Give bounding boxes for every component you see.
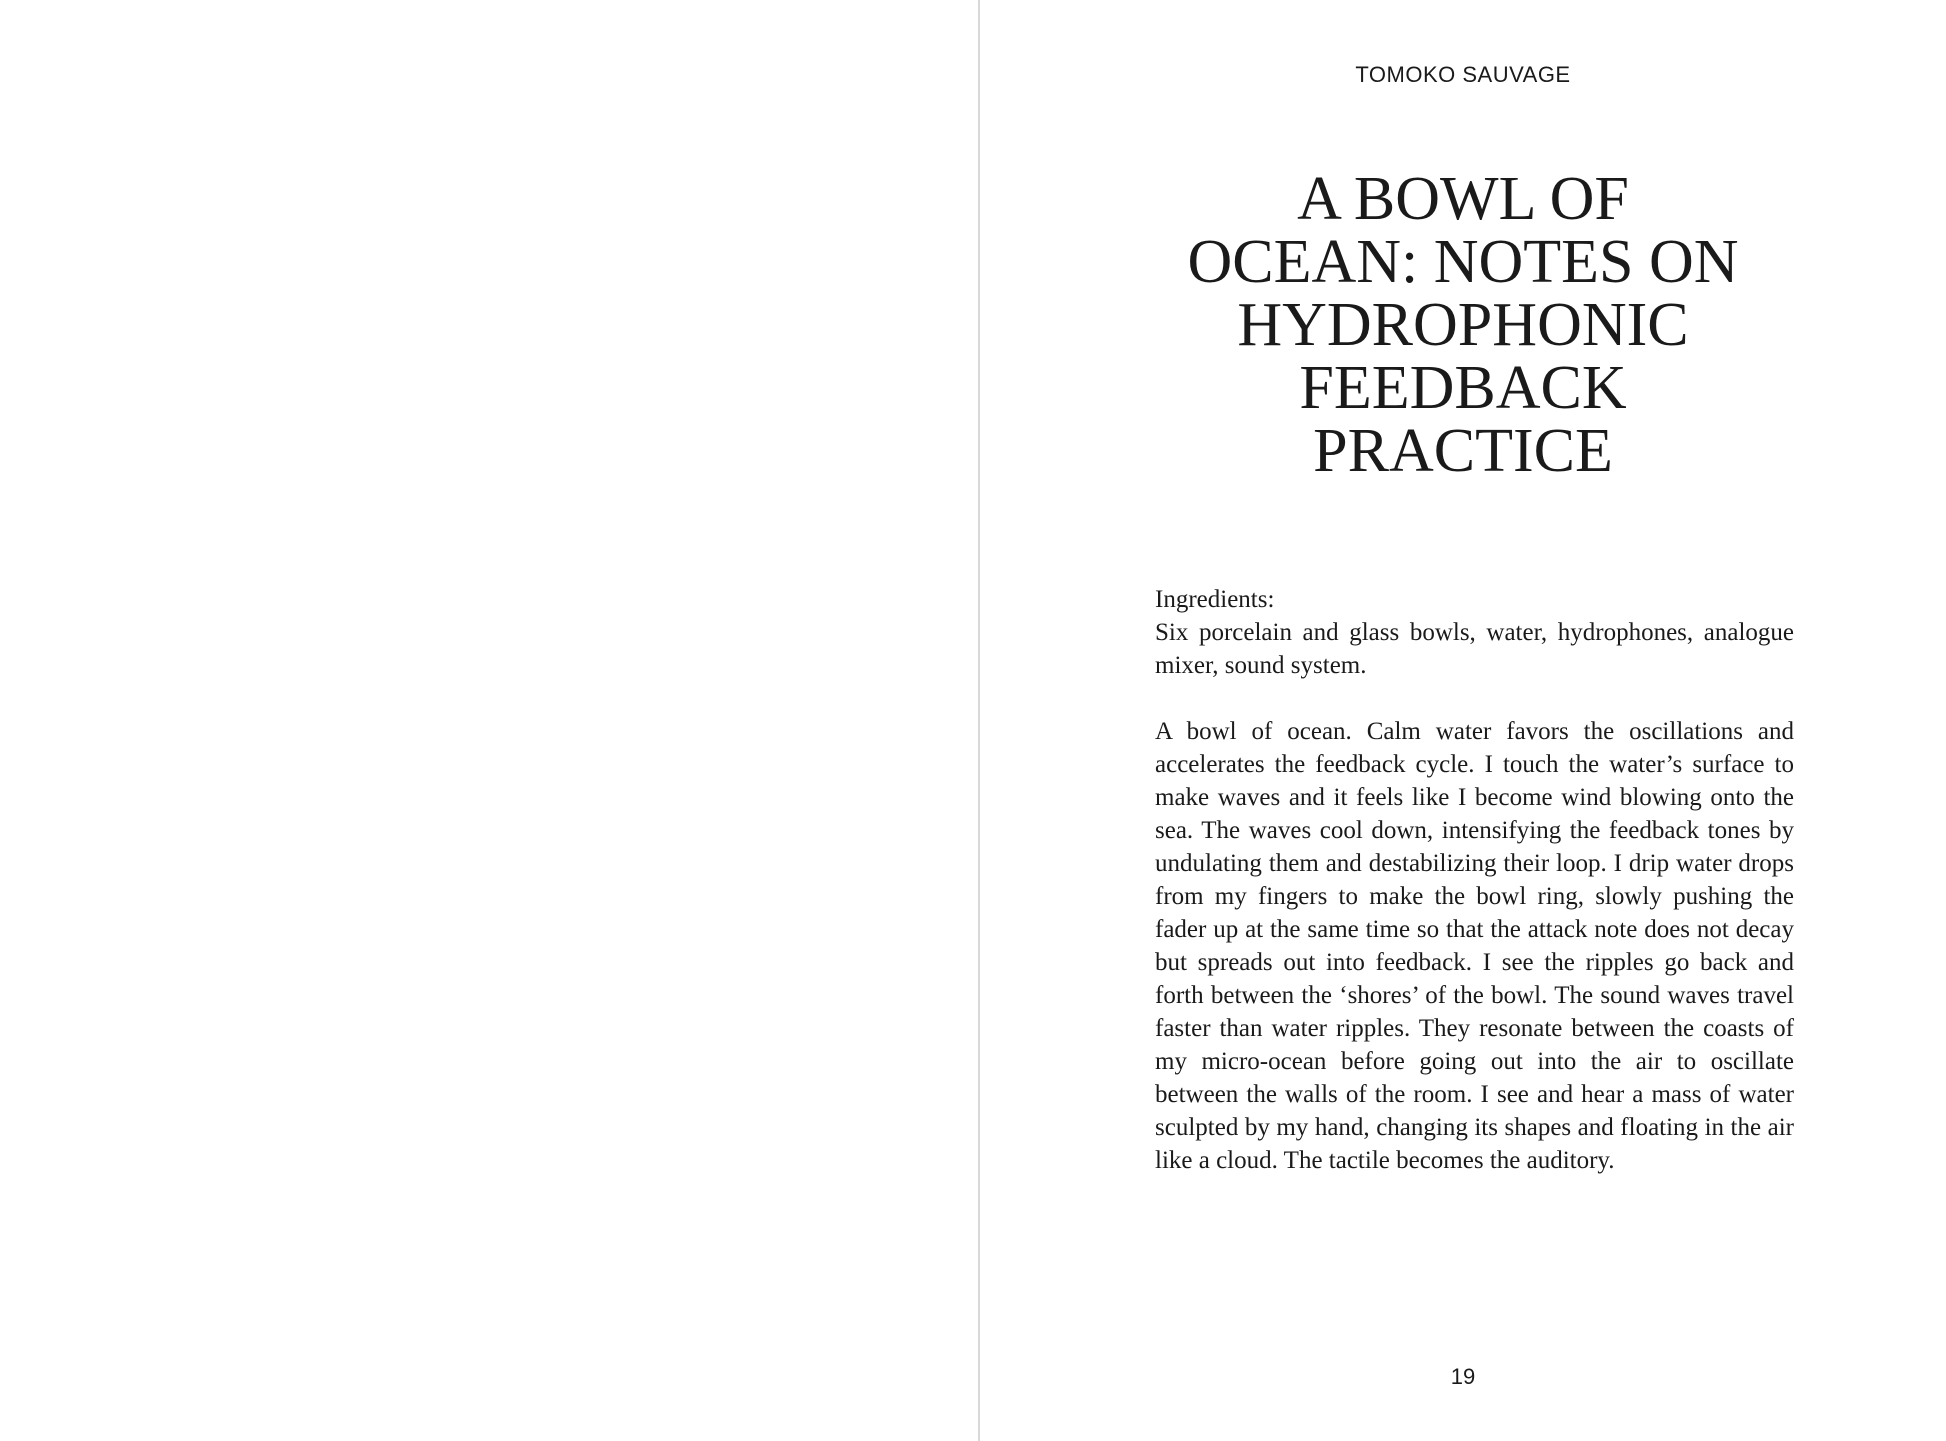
ingredients-heading: Ingredients:	[1155, 586, 1275, 613]
title-line: PRACTICE	[1313, 417, 1613, 485]
title-line: FEEDBACK	[1299, 354, 1627, 422]
title-line: HYDROPHONIC	[1237, 291, 1689, 359]
page-number: 19	[1450, 1364, 1476, 1389]
main-paragraph: A bowl of ocean. Calm water favors the oscillations and accelerates the feedback cycle. I touch the water’s surface to make waves and it feels like I become wind blowing onto the sea. The waves cool down, intensifying the feedback tones by undulating them and destabilizing their loop. I drip water drops from my fingers to make the bowl ring, slowly pushing the fader up at the same time so that the attack note does not decay but spreads out into feedback. I see the ripples go back and forth between the ‘shores’ of the bowl. The sound waves travel faster than water ripples. They resonate between the coasts of my micro-ocean before going out into the air to oscillate between the walls of the room. I see and hear a mass of water sculpted by my hand, changing its shapes and floating in the air like a cloud. The tactile becomes the auditory.	[1155, 718, 1794, 1174]
title-line: OCEAN: NOTES ON	[1187, 228, 1739, 296]
author-name: TOMOKO SAUVAGE	[1355, 62, 1571, 87]
ingredients-list: Six porcelain and glass bowls, water, hydrophones, analogue mixer, sound system.	[1155, 619, 1794, 679]
body-text	[1155, 583, 1794, 1177]
right-page	[980, 0, 1946, 1441]
title-line: A BOWL OF	[1297, 165, 1629, 233]
paragraph-spacer	[1155, 682, 1794, 715]
chapter-title	[1110, 165, 1816, 485]
